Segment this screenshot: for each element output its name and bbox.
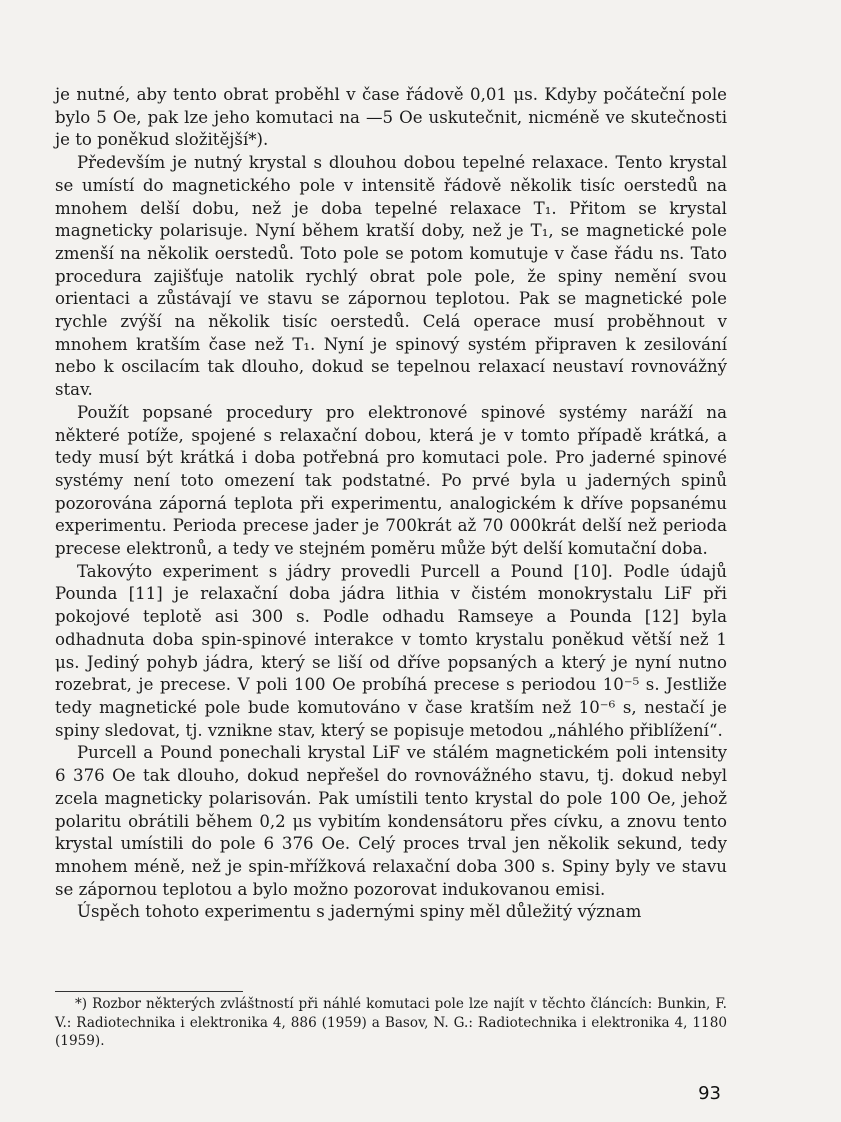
paragraph: Především je nutný krystal s dlouhou dobou tepelné relaxace. Tento krystal se umístí do magnetického pole v intensitě řádově několik tisíc oerstedů na mnohem delší dobu, než je doba tepelné relaxace T₁. Přitom se krystal magneticky polarisuje. Nyní během kratší doby, než je T₁, se magnetické pole zmenší na několik oerstedů. Toto pole se potom komutuje v čase řádu ns. Tato procedura zajišťuje natolik rychlý obrat pole pole, že spiny nemění svou orientaci a zůstávají ve stavu se zápornou teplotou. Pak se magnetické pole rychle zvýší na několik tisíc oerstedů. Celá operace musí proběhnout v mnohem kratším čase než T₁. Nyní je spinový systém připraven k zesilování nebo k oscilacím tak dlouho, dokud se tepelnou relaxací neustaví rovnovážný stav.	[55, 153, 727, 400]
body-text	[55, 84, 727, 924]
paragraph: Úspěch tohoto experimentu s jadernými spiny měl důležitý význam	[77, 902, 642, 922]
footnote-text: *) Rozbor některých zvláštností při náhlé komutaci pole lze najít v těchto článcích: Bunkin, F. V.: Radiotechnika i elektronika 4, 886 (1959) a Basov, N. G.: Radiotechnika i elektronika 4, 1180 (1959).	[55, 996, 727, 1049]
footnote	[55, 995, 727, 1051]
paragraph: Purcell a Pound ponechali krystal LiF ve stálém magnetickém poli intensity 6 376 Oe tak dlouho, dokud nepřešel do rovnovážného stavu, tj. dokud nebyl zcela magneticky polarisován. Pak umístili tento krystal do pole 100 Oe, jehož polaritu obrátili během 0,2 μs vybitím kondensátoru přes cívku, a znovu tento krystal umístili do pole 6 376 Oe. Celý proces trval jen několik sekund, tedy mnohem méně, než je spin-mřížková relaxační doba 300 s. Spiny byly ve stavu se zápornou teplotou a bylo možno pozorovat indukovanou emisi.	[55, 743, 727, 899]
footnote-divider	[55, 991, 243, 992]
page-number: 93	[698, 1083, 721, 1104]
paragraph: Použít popsané procedury pro elektronové spinové systémy naráží na některé potíže, spojené s relaxační dobou, která je v tomto případě krátká, a tedy musí být krátká i doba potřebná pro komutaci pole. Pro jaderné spinové systémy není toto omezení tak podstatné. Po prvé byla u jaderných spinů pozorována záporná teplota při experimentu, analogickém k dříve popsanému experimentu. Perioda precese jader je 700krát až 70 000krát delší než perioda precese elektronů, a tedy ve stejném poměru může být delší komutační doba.	[55, 402, 727, 559]
paragraph: Takovýto experiment s jádry provedli Purcell a Pound [10]. Podle údajů Pounda [11] je relaxační doba jádra lithia v čistém monokrystalu LiF při pokojové teplotě asi 300 s. Podle odhadu Ramseye a Pounda [12] byla odhadnuta doba spin-spinové interakce v tomto krystalu poněkud větší než 1 μs. Jediný pohyb jádra, který se liší od dříve popsaných a který je nyní nutno rozebrat, je precese. V poli 100 Oe probíhá precese s periodou 10⁻⁵ s. Jestliže tedy magnetické pole bude komutováno v čase kratším než 10⁻⁶ s, nestačí je spiny sledovat, tj. vznikne stav, který se popisuje metodou „náhlého přiblížení“.	[55, 561, 727, 740]
paragraph: je nutné, aby tento obrat proběhl v čase řádově 0,01 μs. Kdyby počáteční pole bylo 5 Oe, pak lze jeho komutaci na —5 Oe uskutečnit, nicméně ve skutečnosti je to poněkud složitější*).	[55, 85, 727, 150]
